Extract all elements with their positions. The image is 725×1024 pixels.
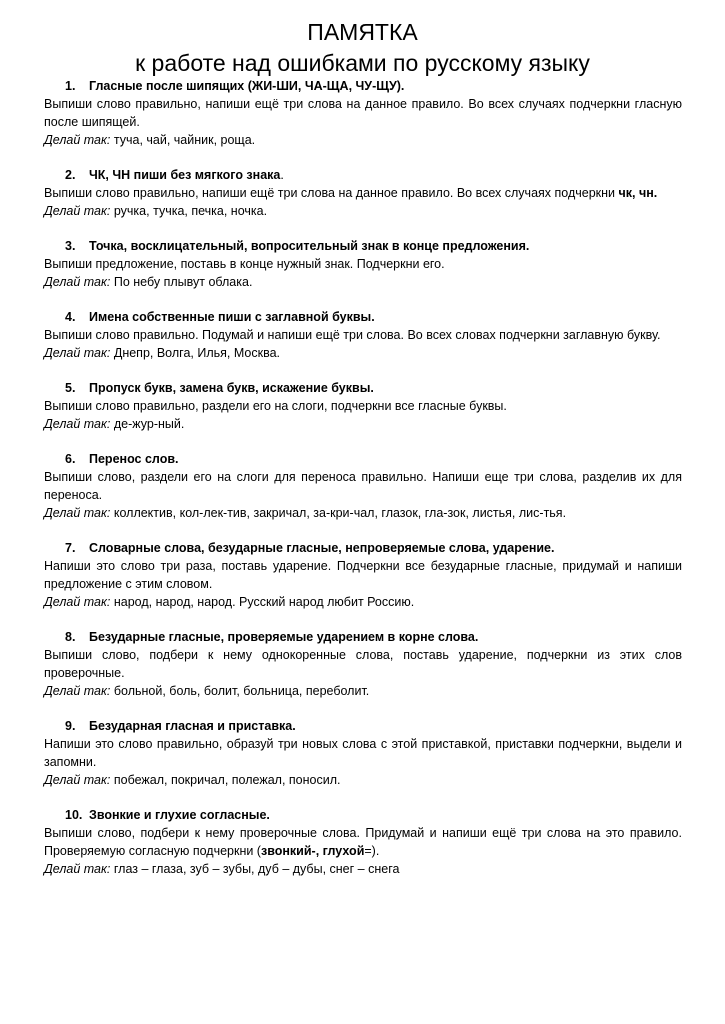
rule-number: 10. [65,808,83,822]
rule-section [44,237,682,291]
rule-number: 5. [65,381,76,395]
rule-instruction [44,184,682,202]
rule-number: 9. [65,719,76,733]
rule-section [44,717,682,789]
example-text: Днепр, Волга, Илья, Москва. [113,346,280,360]
example-text: народ, народ, народ. Русский народ любит Россию. [113,595,415,609]
rule-example [44,202,682,220]
rule-example [44,504,682,522]
rule-instruction-text: Выпиши слово, подбери к нему проверочные слова. Придумай и напиши ещё три слова на это правило. Проверяемую согласную подчеркни ( [44,826,682,858]
rule-section [44,308,682,362]
rule-instruction-bold: чк, чн. [618,186,658,200]
rule-example [44,131,682,149]
rule-heading [44,237,682,255]
rule-heading-text: Гласные после шипящих (ЖИ-ШИ, ЧА-ЩА, ЧУ-ЩУ). [89,79,405,93]
rule-heading-text: Безударные гласные, проверяемые ударением в корне слова. [89,630,479,644]
rule-heading-text: Пропуск букв, замена букв, искажение буквы. [89,381,374,395]
rule-section [44,379,682,433]
example-label: Делай так: [44,417,111,431]
rule-section [44,628,682,700]
example-text: туча, чай, чайник, роща. [113,133,256,147]
rule-heading-text: Безударная гласная и приставка. [89,719,296,733]
example-label: Делай так: [44,684,111,698]
example-label: Делай так: [44,346,111,360]
rule-section [44,166,682,220]
rule-heading-text: Имена собственные пиши с заглавной буквы. [89,310,375,324]
rule-heading [44,628,682,646]
rule-instruction: Выпиши слово правильно, раздели его на слоги, подчеркни все гласные буквы. [44,399,507,413]
rule-heading-tail: . [280,168,284,182]
rule-number: 8. [65,630,76,644]
rule-heading [44,717,682,735]
rule-number: 6. [65,452,76,466]
rule-number: 4. [65,310,76,324]
example-label: Делай так: [44,773,111,787]
example-label: Делай так: [44,862,111,876]
example-text: побежал, покричал, полежал, поносил. [113,773,341,787]
rule-number: 7. [65,541,76,555]
example-label: Делай так: [44,275,111,289]
rule-heading [44,308,682,326]
rule-heading [44,806,682,824]
rule-instruction [44,824,682,860]
rule-instruction: Выпиши слово правильно. Подумай и напиши ещё три слова. Во всех словах подчеркни заглавную букву. [44,328,661,342]
rule-number: 1. [65,79,76,93]
example-text: коллектив, кол-лек-тив, закричал, за-кри-чал, глазок, гла-зок, листья, лис-тья. [113,506,567,520]
rule-instruction: Выпиши предложение, поставь в конце нужный знак. Подчеркни его. [44,257,445,271]
rules-list [44,77,682,895]
rule-heading-text: Точка, восклицательный, вопросительный знак в конце предложения. [89,239,530,253]
rule-heading [44,539,682,557]
rule-section [44,450,682,522]
rule-heading [44,379,682,397]
rule-example [44,860,682,878]
rule-heading [44,450,682,468]
example-text: По небу плывут облака. [113,275,253,289]
rule-example [44,593,682,611]
title-line-2: к работе над ошибками по русскому языку [135,50,590,76]
rule-heading-text: Словарные слова, безударные гласные, непроверяемые слова, ударение. [89,541,555,555]
rule-example [44,771,682,789]
example-text: де-жур-ный. [113,417,185,431]
example-label: Делай так: [44,204,111,218]
example-label: Делай так: [44,506,111,520]
rule-example [44,415,682,433]
example-text: ручка, тучка, печка, ночка. [113,204,268,218]
rule-instruction: Выпиши слово, подбери к нему однокоренные слова, поставь ударение, подчеркни из этих слов проверочные. [44,648,682,680]
rule-number: 2. [65,168,76,182]
rule-heading [44,77,682,95]
example-text: глаз – глаза, зуб – зубы, дуб – дубы, снег – снега [113,862,400,876]
rule-example [44,344,682,362]
rule-heading-text: Звонкие и глухие согласные. [89,808,270,822]
rule-instruction: Выпиши слово, раздели его на слоги для переноса правильно. Напиши еще три слова, разделив их для переноса. [44,470,682,502]
rule-instruction: Напиши это слово три раза, поставь ударение. Подчеркни все безударные гласные, придумай и напиши предложение с этим словом. [44,559,682,591]
rule-section [44,806,682,878]
example-label: Делай так: [44,595,111,609]
example-label: Делай так: [44,133,111,147]
rule-instruction-tail: =). [364,844,380,858]
rule-heading-text: ЧК, ЧН пиши без мягкого знака [89,168,281,182]
rule-example [44,273,682,291]
rule-heading-text: Перенос слов. [89,452,179,466]
rule-number: 3. [65,239,76,253]
rule-section [44,77,682,149]
example-text: больной, боль, болит, больница, переболит. [113,684,370,698]
title-line-1: ПАМЯТКА [307,19,418,45]
rule-instruction-text: Выпиши слово правильно, напиши ещё три слова на данное правило. Во всех случаях подчеркни [44,186,616,200]
rule-example [44,682,682,700]
rule-section [44,539,682,611]
rule-instruction: Напиши это слово правильно, образуй три новых слова с этой приставкой, приставки подчеркни, выдели и запомни. [44,737,682,769]
document-title [0,18,725,77]
rule-instruction-bold: звонкий-, глухой [260,844,365,858]
rule-instruction: Выпиши слово правильно, напиши ещё три слова на данное правило. Во всех случаях подчеркни гласную после шипящей. [44,97,682,129]
rule-heading [44,166,682,184]
